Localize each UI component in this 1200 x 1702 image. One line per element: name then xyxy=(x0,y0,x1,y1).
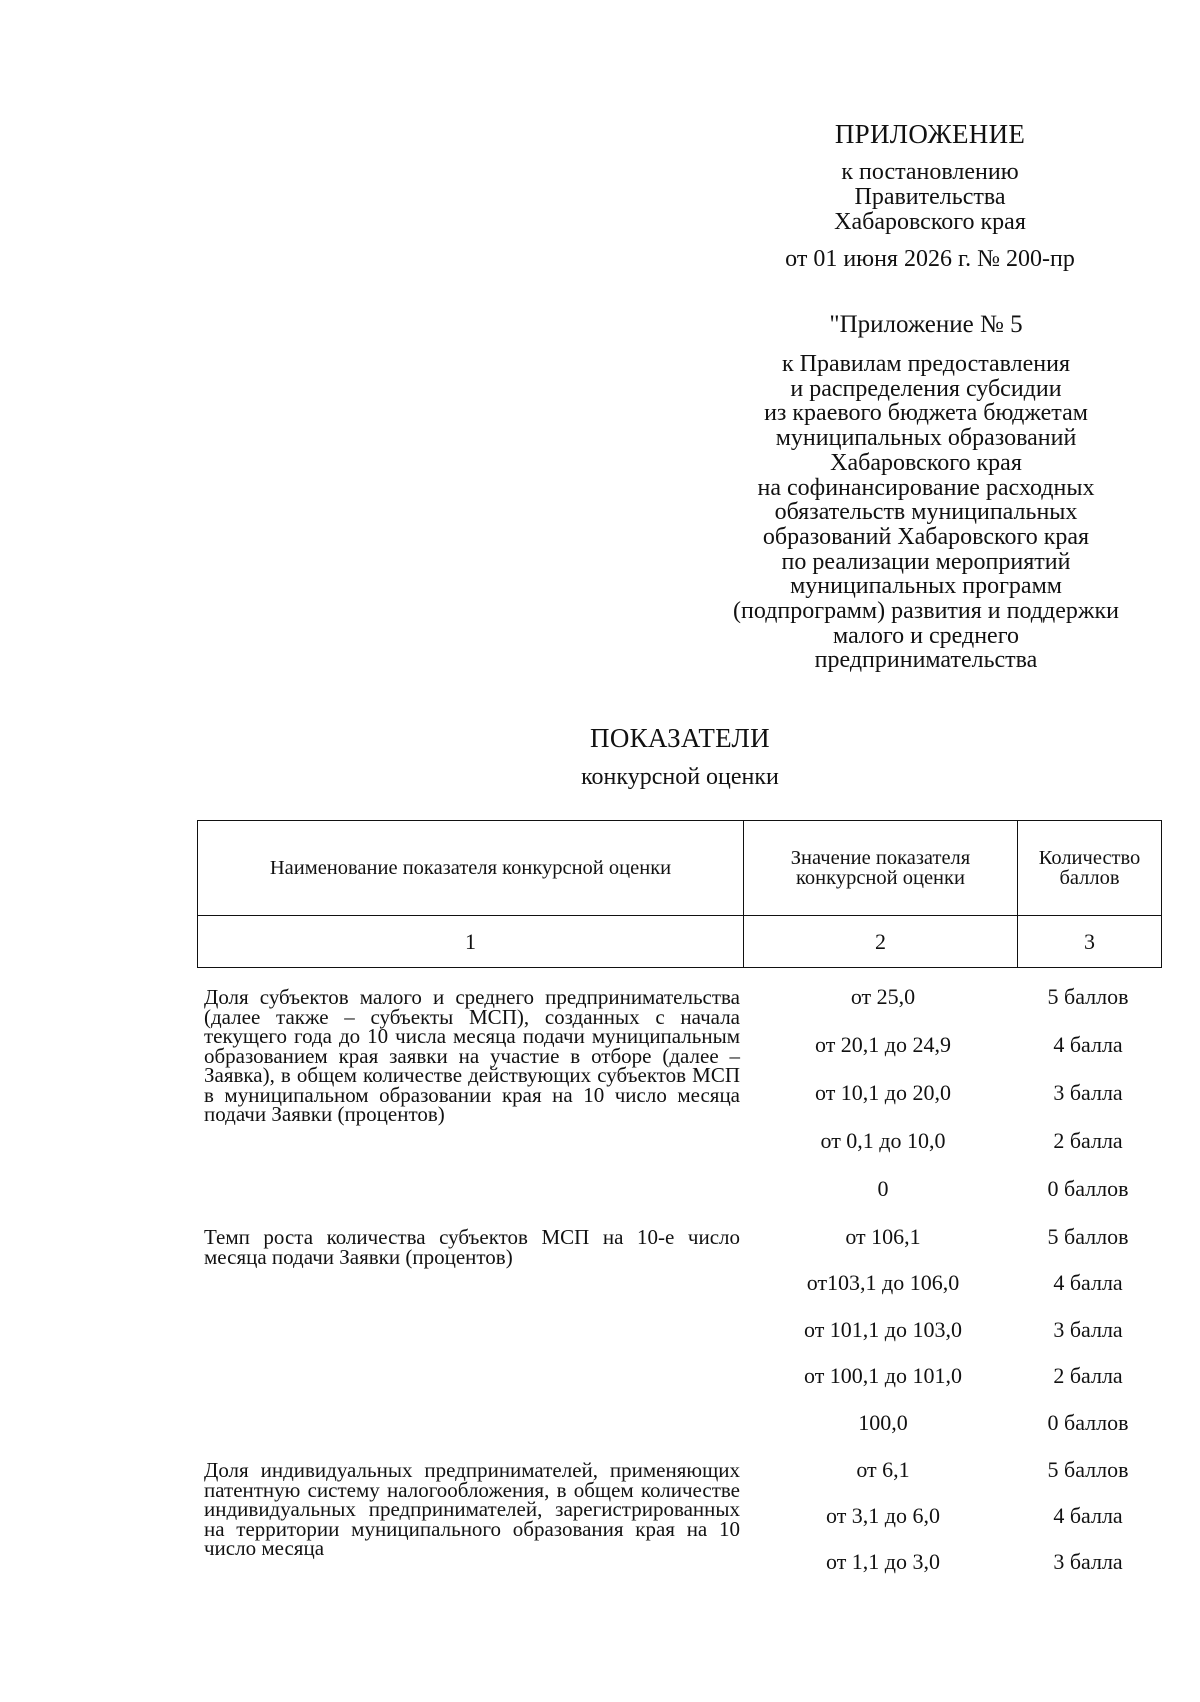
appendix-line: Хабаровского края xyxy=(834,209,1026,235)
criterion-points: 0 баллов xyxy=(1047,1176,1129,1201)
rules-appendix-line: и распределения субсидии xyxy=(790,375,1062,402)
column-number: 1 xyxy=(198,916,744,968)
rules-appendix-line: к Правилам предоставления xyxy=(781,351,1071,377)
criterion-points: 4 балла xyxy=(1053,1032,1123,1057)
rules-appendix-line: из краевого бюджета бюджетам xyxy=(764,400,1088,427)
criterion-value: от 25,0 xyxy=(850,984,916,1009)
criterion-value: от 106,1 xyxy=(845,1224,921,1249)
rules-appendix-line: на софинансирование расходных xyxy=(757,474,1095,501)
criterion-value: 0 xyxy=(877,1176,889,1201)
criterion-points: 3 балла xyxy=(1053,1080,1123,1105)
rules-appendix-line: образований Хабаровского края xyxy=(762,523,1090,550)
header-points: Количество баллов xyxy=(1018,821,1162,916)
rules-appendix-line: предпринимательства xyxy=(814,647,1038,674)
appendix-header xyxy=(700,118,1160,273)
rules-appendix-line: муниципальных образований xyxy=(775,425,1077,452)
criterion-value: от 101,1 до 103,0 xyxy=(803,1317,963,1342)
document-subtitle: конкурсной оценки xyxy=(581,764,779,790)
criterion-points: 5 баллов xyxy=(1047,1457,1129,1482)
column-number: 2 xyxy=(744,916,1018,968)
rules-appendix-heading: "Приложение № 5 xyxy=(829,311,1023,338)
criterion-value: от 100,1 до 101,0 xyxy=(803,1363,963,1388)
criteria-table-header xyxy=(197,820,1162,968)
criterion-points: 2 балла xyxy=(1053,1128,1123,1153)
header-criterion-name: Наименование показателя конкурсной оценки xyxy=(198,821,744,916)
criterion-value: от 10,1 до 20,0 xyxy=(814,1080,952,1105)
criterion-points: 3 балла xyxy=(1053,1317,1123,1342)
criterion-value: от 6,1 xyxy=(856,1457,910,1482)
criterion-points: 2 балла xyxy=(1053,1363,1123,1388)
column-number: 3 xyxy=(1018,916,1162,968)
header-criterion-value: Значение показателя конкурсной оценки xyxy=(744,821,1018,916)
appendix-line: Правительства xyxy=(854,184,1006,210)
appendix-date: от 01 июня 2026 г. № 200-пр xyxy=(785,246,1075,272)
criterion-points: 0 баллов xyxy=(1047,1410,1129,1435)
criterion-name: Темп роста количества субъектов МСП на 10-е число месяца подачи Заявки (процентов) xyxy=(204,1225,740,1269)
document-title: ПОКАЗАТЕЛИ xyxy=(590,723,770,753)
criterion-value: от 20,1 до 24,9 xyxy=(814,1032,952,1057)
criterion-value: 100,0 xyxy=(858,1410,908,1435)
rules-appendix-line: муниципальных программ xyxy=(790,573,1062,600)
criterion-points: 3 балла xyxy=(1053,1549,1123,1574)
rules-appendix-line: (подпрограмм) развития и поддержки xyxy=(733,598,1119,625)
criterion-name: Доля субъектов малого и среднего предпринимательства (далее также – субъекты МСП), созданных с начала текущего года до 10 числа месяца подачи муниципальным образованием края заявки на участие в отборе (далее – Заявка), в общем количестве действующих субъектов МСП в муниципальном образовании края на 10 число месяца подачи Заявки (процентов) xyxy=(204,985,740,1126)
rules-appendix-line: Хабаровского края xyxy=(830,449,1022,476)
criterion-name: Доля индивидуальных предпринимателей, применяющих патентную систему налогообложения, в общем количестве индивидуальных предпринимателей, зарегистрированных на территории муниципального образования края на 10 число месяца xyxy=(204,1458,740,1560)
criterion-points: 4 балла xyxy=(1053,1503,1123,1528)
rules-appendix-line: обязательств муниципальных xyxy=(774,499,1078,526)
criterion-points: 5 баллов xyxy=(1047,1224,1129,1249)
criterion-points: 5 баллов xyxy=(1047,984,1129,1009)
rules-appendix-line: по реализации мероприятий xyxy=(781,548,1071,575)
criterion-value: от103,1 до 106,0 xyxy=(806,1270,960,1295)
rules-appendix-line: малого и среднего xyxy=(833,622,1019,649)
rules-appendix-header xyxy=(676,310,1176,673)
criterion-value: от 3,1 до 6,0 xyxy=(825,1503,941,1528)
criterion-value: от 1,1 до 3,0 xyxy=(825,1549,941,1574)
appendix-title: ПРИЛОЖЕНИЕ xyxy=(834,119,1026,149)
criterion-points: 4 балла xyxy=(1053,1270,1123,1295)
appendix-line: к постановлению xyxy=(841,159,1019,185)
criterion-value: от 0,1 до 10,0 xyxy=(820,1128,946,1153)
